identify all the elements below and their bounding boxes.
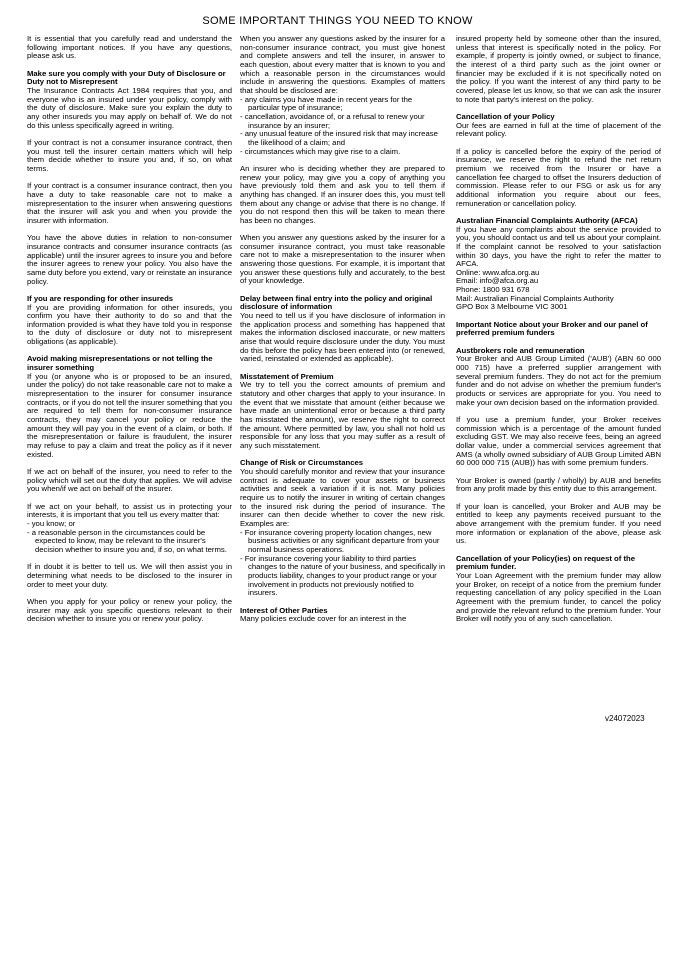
section-heading: Austbrokers role and remuneration: [456, 345, 585, 355]
section-heading: Interest of Other Parties: [240, 605, 328, 615]
section-heading: Cancellation of your Policy(ies) on request of the premium funder.: [456, 553, 635, 572]
afca-phone: Phone: 1800 931 678: [456, 285, 530, 295]
section-afca: [456, 217, 661, 312]
afca-online: Online: www.afca.org.au: [456, 267, 540, 277]
section-heading: Make sure you comply with your Duty of Disclosure or Duty not to Misrepresent: [27, 68, 226, 87]
section-other-insureds: [27, 295, 232, 347]
list-item: - For insurance covering your liability to third parties changes to the nature of your business, and specifically in products liability, changes to your product range or your involvement in products not previously notified to insurers.: [240, 555, 445, 598]
paragraph: You should carefully monitor and review that your insurance contract is adequate to cover your assets or business activities and seek a variation if it is not. Many policies require us to notify the insurer in writing of certain changes to the insured risk during the period of insurance. The insurer can then decide whether to cover the new risk. Examples are:: [240, 466, 445, 528]
paragraph: An insurer who is deciding whether they are prepared to renew your policy, may give you a copy of anything you have previously told them and ask you to tell them if anything has changed. If an insurer does this, you must tell them about any change or advise that there is no change. If you do not respond then this will be taken to mean there has been no changes.: [240, 163, 445, 225]
afca-address: GPO Box 3 Melbourne VIC 3001: [456, 302, 568, 312]
afca-email: Email: info@afca.org.au: [456, 276, 539, 286]
list-item: - For insurance covering property location changes, new business activities or any significant departure from your normal business operations.: [240, 529, 445, 555]
paragraph: If your contract is not a consumer insurance contract, then you must tell the insurer certain matters which will help them decide whether to insure you and, if so, on what terms.: [27, 137, 232, 173]
section-heading: If you are responding for other insureds: [27, 293, 174, 303]
column-1: [27, 35, 232, 633]
afca-mail: Mail: Australian Financial Complaints Authority: [456, 293, 614, 303]
section-cancellation: [456, 113, 661, 139]
paragraph: If we act on your behalf, to assist us in protecting your interests, it is important that you tell us every matter that:: [27, 501, 232, 520]
paragraph: If we act on behalf of the insurer, you need to refer to the policy which will set out the duty that applies. We will advise you when/if we act on behalf of the insurer.: [27, 467, 232, 494]
paragraph: When you apply for your policy or renew your policy, the insurer may ask you specific questions relevant to their decision whether to insure you or renew your policy.: [27, 596, 232, 624]
paragraph: You need to tell us if you have disclosure of information in the application process and something has happened that makes the information disclosed inaccurate, or new matters arise that would require disclosure under the duty. You must do this before the policy has been entered into (or renewed, varied, reinstated or extended as applicable).: [240, 311, 445, 364]
list-item: - any unusual feature of the insured risk that may increase the likelihood of a claim; and: [240, 130, 445, 147]
list-item: - cancellation, avoidance of, or a refusal to renew your insurance by an insurer;: [240, 113, 445, 130]
section-heading: Avoid making misrepresentations or not telling the insurer something: [27, 354, 213, 373]
section-premium-funder-cancellation: [456, 555, 661, 624]
paragraph: If your loan is cancelled, your Broker and AUB may be entitled to keep any payments received pursuant to the above arrangement with the premium funder. If you need more information or explanation of the above, please ask us.: [456, 501, 661, 546]
column-2: [240, 35, 445, 633]
paragraph: Your Broker and AUB Group Limited ('AUB') (ABN 60 000 000 715) have a preferred supplier arrangement with several premium funders. They do not act for the premium funder and do not advise on whether the premium funder's products or services are appropriate for you. You need to make your own decision based on the information provided.: [456, 354, 661, 407]
paragraph: insured property held by someone other than the insured, unless that interest is specifically noted in the policy. For example, if property is jointly owned, or subject to finance, the interest of a third party such as the joint owner or financier may be excluded if it is not specifically noted on the policy. If you want the interest of any third party to be covered, please let us know, so that we can ask the insurer to note that party's interest on the policy.: [456, 34, 661, 104]
list-item: - you know; or: [27, 520, 232, 529]
section-heading: Cancellation of your Policy: [456, 111, 555, 121]
paragraph: You have the above duties in relation to non-consumer insurance contracts and consumer insurance contracts (as applicable) until the insurer agrees to insure you and before the insurer agrees to renew your policy. You also have the same duty before you extend, vary or reinstate an insurance policy.: [27, 233, 232, 286]
section-heading: Change of Risk or Circumstances: [240, 458, 364, 468]
version-label: v24072023: [605, 714, 645, 723]
paragraph: If you have any complaints about the service provided to you, you should contact us and tell us about your complaint. If the complaint cannot be resolved to your satisfaction within 30 days, you have the right to refer the matter to AFCA.: [456, 224, 661, 269]
paragraph: Many policies exclude cover for an interest in the: [240, 614, 407, 624]
paragraph: When you answer any questions asked by the insurer for a consumer insurance contract, you must take reasonable care not to make a misrepresentation to the insurer when answering those questions. For example, it is important that you answer these questions fully and accurately, to the best of your knowledge.: [240, 233, 445, 286]
section-duty-of-disclosure: [27, 70, 232, 131]
bullet-list: [240, 96, 445, 157]
paragraph: Your Loan Agreement with the premium funder may allow your Broker, on receipt of a notice from the premium funder requesting cancellation of any policy specified in the Loan Agreement with the premium funder, to cancel the policy and provide the relevant refund to the premium funder. Your Broker will notify you of any such cancellation.: [456, 570, 661, 624]
paragraph: If in doubt it is better to tell us. We will then assist you in determining what needs to be disclosed to the insurer in order to meet your duty.: [27, 562, 232, 589]
list-item: - a reasonable person in the circumstances could be expected to know, may be relevant to the insurer's decision whether to insure you and, if so, on what terms.: [27, 529, 232, 555]
section-heading: Australian Financial Complaints Authority (AFCA): [456, 215, 638, 225]
paragraph: If a policy is cancelled before the expiry of the period of insurance, we reserve the right to refund the net return premium we received from the Insurer or have a cancellation fee charged to offset the Insurers deduction of commission. Please refer to our FSG or ask us for any additional information you require about our fees, remuneration or cancellation policy.: [456, 146, 661, 208]
section-broker-notice: [456, 321, 661, 338]
column-3: [456, 35, 661, 633]
matters-list-block: [27, 503, 232, 555]
bullet-list: [240, 529, 445, 598]
section-other-parties: [240, 607, 445, 624]
paragraph: Your Broker is owned (partly / wholly) by AUB and benefits from any profit made by this entity due to this arrangement.: [456, 475, 661, 494]
paragraph: We try to tell you the correct amounts of premium and statutory and other charges that apply to your insurance. In the event that we misstate that amount (either because we have made an unintentional error or because a third party has misstated the amount), we reserve the right to correct the amount. Where permitted by law, you shall not hold us responsible for any loss that you may suffer as a result of any such misstatement.: [240, 380, 445, 450]
section-austbrokers-role: [456, 347, 661, 408]
list-item: - any claims you have made in recent years for the particular type of insurance;: [240, 96, 445, 113]
intro-paragraph: It is essential that you carefully read and understand the following important notices. If you have any questions, please ask us.: [27, 34, 232, 61]
paragraph: Our fees are earned in full at the time of placement of the relevant policy.: [456, 120, 661, 139]
list-item: - circumstances which may give rise to a claim.: [240, 148, 445, 157]
paragraph: If you (or anyone who is or proposed to be an insured, under the policy) do not take reasonable care not to make a misrepresentation to the insurer for consumer insurance contracts, or if you do not tell the insurer something that you are required to tell them for non-consumer insurance contracts, they may cancel your policy or reduce the amount they will pay you in the event of a claim, or both. If the misrepresentation or failure is fraudulent, the insurer may refuse to pay a claim and treat the policy as if it never existed.: [27, 371, 232, 459]
paragraph: If your contract is a consumer insurance contract, then you have a duty to take reasonable care not to make a misrepresentation to the insurer when answering questions that the insurer will ask you and when you provide the insurer with information.: [27, 181, 232, 225]
paragraph: If you use a premium funder, your Broker receives commission which is a percentage of the amount funded excluding GST. We may also receive fees, being an agreed dollar value, under a commercial services agreement that AMS (a wholly owned subsidiary of AUB Group Limited ABN 60 000 000 715 (AUB)) has with some premium funders.: [456, 415, 661, 468]
section-heading: Delay between final entry into the policy and original disclosure of information: [240, 293, 433, 312]
section-misstatement: [240, 373, 445, 451]
section-delay: [240, 295, 445, 364]
page-title: SOME IMPORTANT THINGS YOU NEED TO KNOW: [202, 15, 473, 27]
paragraph: The Insurance Contracts Act 1984 requires that you, and everyone who is an insured under your policy, comply with the duty of disclosure. Make sure you explain the duty to any other insureds you may apply on behalf of. We do not do this unless specifically agreed in writing.: [27, 85, 232, 130]
section-change-of-risk: [240, 459, 445, 598]
paragraph: When you answer any questions asked by the insurer for a non-consumer insurance contract, you must give honest and complete answers and tell the insurer, in answer to each question, about every matter that is known to you and which a reasonable person in the circumstances would include in answering the questions. Examples of matters that should be disclosed are:: [240, 34, 445, 95]
section-heading: Important Notice about your Broker and our panel of preferred premium funders: [456, 319, 648, 338]
bullet-list: [27, 520, 232, 555]
paragraph: If you are providing information for other insureds, you confirm you have their authority to do so and that the information provided is what they have told you in response to the duty of disclosure or duty not to misrepresent obligations (as applicable).: [27, 302, 232, 347]
section-heading: Misstatement of Premium: [240, 371, 334, 381]
section-misrepresentations: [27, 355, 232, 459]
